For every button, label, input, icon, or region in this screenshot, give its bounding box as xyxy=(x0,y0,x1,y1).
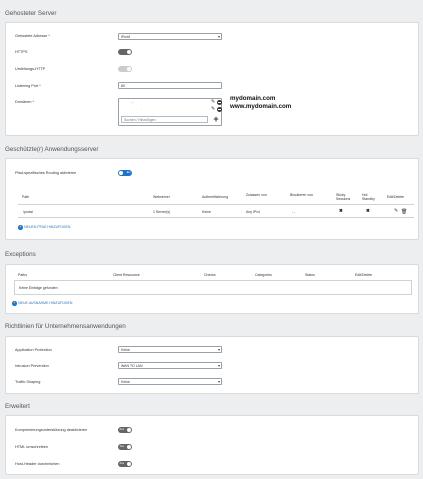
listening-port-value: 80 xyxy=(121,84,125,89)
redirect-http-label: Umleitungs-HTTP xyxy=(15,67,46,71)
domains-label: Domänen * xyxy=(15,100,34,104)
add-path-label: NEUEN PFAD HINZUFÜGEN xyxy=(24,225,71,230)
col-blocked: Blockieren von xyxy=(290,193,313,197)
host-header-toggle[interactable] xyxy=(118,461,132,467)
col-edit-delete: Edit/Delete xyxy=(387,195,405,199)
html-rewrite-toggle-text: Aus xyxy=(119,445,125,448)
traffic-shaping-label: Traffic Shaping xyxy=(15,380,41,384)
section-title-app-server: Geschützte(r) Anwendungsserver xyxy=(5,146,99,153)
col-webserver: Webserver xyxy=(153,195,170,199)
exceptions-panel xyxy=(5,264,419,314)
remove-domain-icon[interactable] xyxy=(217,100,223,106)
remove-domain-icon[interactable] xyxy=(217,107,223,113)
app-protection-label: Application Protection xyxy=(15,348,52,352)
col-edit-delete: Edit/Delete xyxy=(355,273,373,277)
col-checks: Checks xyxy=(204,273,216,277)
col-sticky: Sticky Sessions xyxy=(336,193,351,201)
col-client-resource: Client Ressource xyxy=(113,273,140,277)
add-exception-link[interactable] xyxy=(12,301,72,306)
intrusion-prevention-select[interactable] xyxy=(118,362,222,369)
policies-panel xyxy=(5,336,419,394)
section-title-advanced: Erweitert xyxy=(5,403,30,410)
app-protection-value: Keine xyxy=(121,348,130,353)
col-status: Status xyxy=(305,273,315,277)
domain-callout-2: www.mydomain.com xyxy=(230,103,292,110)
https-toggle[interactable] xyxy=(118,49,132,55)
sticky-x-icon: ✖ xyxy=(339,208,343,213)
hosted-server-panel xyxy=(5,22,419,136)
row-webserver: 1 Server(s) xyxy=(153,209,171,214)
add-exception-label: NEUE AUSNAHME HINZUFÜGEN xyxy=(18,301,73,306)
domain-callout-1: mydomain.com xyxy=(230,95,276,102)
chevron-down-icon xyxy=(218,381,220,383)
path-routing-toggle[interactable] xyxy=(118,170,132,176)
section-title-policies: Richtlinien für Unternehmensanwendungen xyxy=(5,323,126,330)
section-title-exceptions: Exceptions xyxy=(5,251,36,258)
html-rewrite-toggle[interactable] xyxy=(118,444,132,450)
trash-icon[interactable]: 🗑 xyxy=(401,208,408,215)
intrusion-prevention-label: Intrusion Prevention xyxy=(15,364,49,368)
https-label: HTTPS xyxy=(15,50,28,54)
row-blocked: - - xyxy=(292,209,296,214)
domains-list xyxy=(118,98,222,126)
compression-toggle-text: Aus xyxy=(119,428,125,431)
host-header-toggle-text: Aus xyxy=(119,462,125,465)
add-circle-icon: + xyxy=(19,224,22,229)
compression-toggle[interactable] xyxy=(118,427,132,433)
compression-label: Komprimierungsunterstützung deaktivieren xyxy=(15,428,88,432)
edit-pencil-icon[interactable]: ✎ xyxy=(394,207,399,214)
col-hot-standby: Hot Standby xyxy=(362,193,375,201)
hosted-address-select[interactable] xyxy=(118,33,222,40)
col-categories: Categories xyxy=(255,273,272,277)
add-domain-plus-icon[interactable]: + xyxy=(213,114,219,124)
edit-pencil-icon[interactable]: ✎ xyxy=(211,105,216,112)
col-path: Path xyxy=(22,195,30,199)
advanced-panel xyxy=(5,415,419,475)
chevron-down-icon xyxy=(218,365,220,367)
row-authentication: Keine xyxy=(202,209,211,214)
app-server-panel xyxy=(5,158,419,240)
domain-search-input[interactable] xyxy=(121,116,208,123)
empty-message: Keine Einträge gefunden xyxy=(19,285,58,290)
chevron-down-icon xyxy=(218,36,220,38)
hot-standby-x-icon: ✖ xyxy=(366,208,370,213)
intrusion-prevention-value: WAN TO LAN xyxy=(121,364,143,369)
domain-entry-2[interactable]: . xyxy=(141,107,142,111)
app-protection-select[interactable] xyxy=(118,346,222,353)
col-authentication: Authentifizierung xyxy=(202,195,229,199)
traffic-shaping-select[interactable] xyxy=(118,378,222,385)
html-rewrite-label: HTML umschreiben xyxy=(15,445,48,449)
chevron-down-icon xyxy=(218,349,220,351)
domain-entry-1[interactable]: ... xyxy=(131,100,134,104)
redirect-http-toggle[interactable] xyxy=(118,66,132,72)
domain-search-placeholder: Suchen / Hinzufügen xyxy=(124,117,156,122)
add-path-link[interactable] xyxy=(18,225,70,230)
section-title-hosted-server: Gehosteter Server xyxy=(5,10,57,17)
empty-row xyxy=(14,280,412,295)
col-paths: Paths xyxy=(18,273,27,277)
hosted-address-label: Gehostete Adresse * xyxy=(15,34,50,38)
row-path: /portal xyxy=(23,209,33,214)
listening-port-input[interactable] xyxy=(118,82,222,89)
col-allowed: Zulassen von xyxy=(246,193,267,197)
table-row[interactable] xyxy=(18,205,414,218)
edit-pencil-icon[interactable]: ✎ xyxy=(211,98,216,105)
add-circle-icon: + xyxy=(13,300,16,305)
traffic-shaping-value: Keine xyxy=(121,380,130,385)
host-header-label: Host-Header durchreichen xyxy=(15,462,60,466)
path-routing-label: Pfad-spezifisches Routing aktivieren xyxy=(15,171,77,175)
row-allowed: Any IPv4 xyxy=(246,209,261,214)
hosted-address-value: IPurl6 xyxy=(121,35,131,40)
listening-port-label: Listening Port * xyxy=(15,84,41,88)
path-routing-toggle-text: Ein xyxy=(126,171,131,174)
